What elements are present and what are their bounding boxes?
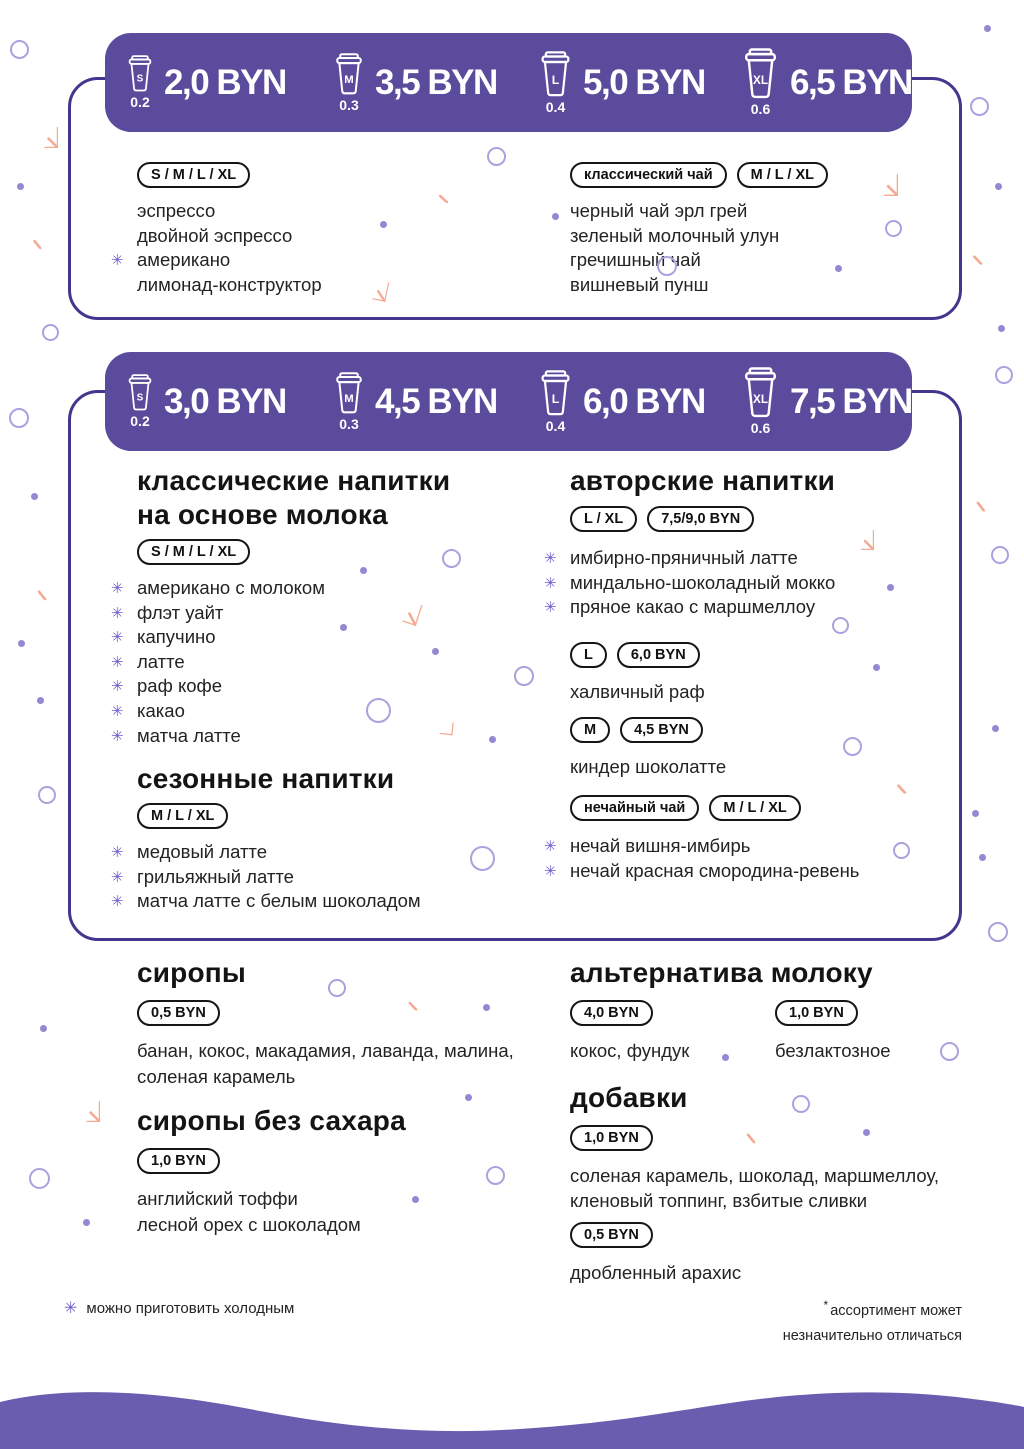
cup-icon xyxy=(125,55,155,92)
section-title: сиропы xyxy=(137,957,247,988)
cold-option-icon: ✳ xyxy=(544,599,557,617)
alt-milk-col xyxy=(570,1000,775,1064)
menu-item-label: латте xyxy=(137,650,185,672)
cross-icon xyxy=(396,986,420,1010)
menu-item xyxy=(111,248,322,273)
menu-item xyxy=(570,273,828,298)
price-label: 3,0 BYN xyxy=(164,381,286,421)
dot-decoration xyxy=(340,624,347,631)
cold-option-icon: ✳ xyxy=(111,580,124,597)
circle-decoration xyxy=(885,220,902,237)
cup-volume: 0.3 xyxy=(339,96,359,113)
syrups-section xyxy=(137,956,514,1238)
menu-item xyxy=(111,650,450,675)
size-price-xl xyxy=(740,352,912,451)
menu-item-label: имбирно-пряничный латте xyxy=(570,547,798,568)
cup-size-letter: S xyxy=(136,73,144,85)
classic-tea-section xyxy=(570,162,828,297)
price-badge: 6,0 BYN xyxy=(617,642,700,668)
circle-decoration xyxy=(366,698,391,723)
price-badge: 0,5 BYN xyxy=(137,1000,220,1026)
cup-size-letter: S xyxy=(136,392,144,404)
menu-item-label: медовый латте xyxy=(137,841,267,863)
menu-item xyxy=(111,699,450,724)
cold-option-icon: ✳ xyxy=(64,1300,78,1317)
circle-decoration xyxy=(514,666,534,686)
menu-item xyxy=(111,674,450,699)
cold-option-icon: ✳ xyxy=(544,837,557,855)
cold-option-icon: ✳ xyxy=(111,653,124,671)
cross-icon xyxy=(25,574,52,601)
sparkle-icon xyxy=(832,508,874,550)
menu-item-label: лимонад-конструктор xyxy=(137,273,322,295)
menu-item xyxy=(137,199,322,224)
addons-extra: дробленный арахис xyxy=(570,1262,742,1283)
cup-icon xyxy=(332,53,366,95)
menu-item xyxy=(137,273,322,298)
assortment-footnote: * ассортимент может незначительно отличаться xyxy=(782,1298,962,1344)
dot-decoration xyxy=(998,325,1005,332)
size-badge: M xyxy=(570,717,610,743)
menu-item-label: капучино xyxy=(137,626,216,648)
size-badge: L / XL xyxy=(570,506,637,532)
cross-icon xyxy=(21,224,46,249)
circle-decoration xyxy=(42,324,59,341)
dot-decoration xyxy=(887,584,894,591)
dot-decoration xyxy=(380,221,387,228)
menu-item-label: халвичный раф xyxy=(570,680,705,702)
cup-size-letter: L xyxy=(551,72,560,87)
price-badge: 0,5 BYN xyxy=(570,1222,653,1248)
syrup-flavors: банан, кокос, макадамия, лаванда, малина, соленая карамель xyxy=(137,1040,514,1087)
menu-item xyxy=(570,199,828,224)
dot-decoration xyxy=(432,648,439,655)
section-title: сиропы без сахара xyxy=(137,1105,406,1136)
menu-item-label: раф кофе xyxy=(137,675,223,697)
dot-decoration xyxy=(992,725,999,732)
dot-decoration xyxy=(979,854,986,861)
circle-decoration xyxy=(893,842,910,859)
dot-decoration xyxy=(972,810,979,817)
menu-item-label: американо xyxy=(137,249,231,271)
cold-option-icon: ✳ xyxy=(111,702,124,720)
circle-decoration xyxy=(991,546,1009,564)
cup-volume: 0.6 xyxy=(750,420,771,436)
cold-option-icon: ✳ xyxy=(111,868,124,886)
cup-icon xyxy=(125,374,155,411)
cup-size-letter: M xyxy=(344,73,354,86)
menu-item-label: гречишный чай xyxy=(570,249,701,271)
sparkle-icon xyxy=(56,1078,100,1122)
menu-item xyxy=(570,224,828,249)
espresso-section xyxy=(111,162,322,297)
category-badge: нечайный чай xyxy=(570,795,699,821)
cold-option-icon: ✳ xyxy=(111,893,124,911)
price-banner-2 xyxy=(105,352,912,451)
menu-item-label: американо с молоком xyxy=(137,577,325,598)
size-price-s xyxy=(125,33,286,132)
menu-item xyxy=(544,834,859,859)
size-badge: L xyxy=(570,642,607,668)
cup-size-letter: XL xyxy=(753,393,768,407)
menu-item xyxy=(111,840,450,865)
menu-item-label: флэт уайт xyxy=(137,601,224,623)
circle-decoration xyxy=(832,617,849,634)
section-title: сезонные напитки xyxy=(137,763,395,795)
circle-decoration xyxy=(843,737,862,756)
sugarfree-flavors: английский тоффи лесной орех с шоколадом xyxy=(137,1188,361,1235)
size-price-xl xyxy=(740,33,912,132)
cold-option-icon: ✳ xyxy=(111,678,124,696)
size-badge: M / L / XL xyxy=(137,803,228,829)
dot-decoration xyxy=(412,1196,419,1203)
cup-volume: 0.4 xyxy=(545,417,566,434)
cup-volume: 0.2 xyxy=(130,94,150,110)
cup-volume: 0.4 xyxy=(545,98,566,115)
sparkle-icon xyxy=(852,150,898,196)
cup-icon xyxy=(537,370,574,416)
menu-item xyxy=(111,625,450,650)
section-title: добавки xyxy=(570,1082,688,1113)
size-badge: S / M / L / XL xyxy=(137,539,250,565)
cold-option-icon: ✳ xyxy=(544,574,557,592)
menu-item-label: миндально-шоколадный мокко xyxy=(570,571,836,593)
circle-decoration xyxy=(486,1166,505,1185)
dot-decoration xyxy=(995,183,1002,190)
dot-decoration xyxy=(37,697,44,704)
menu-item xyxy=(544,859,860,884)
menu-item-label: вишневый пунш xyxy=(570,273,709,295)
dot-decoration xyxy=(17,183,24,190)
asterisk-icon: * xyxy=(823,1298,829,1312)
winter-landscape xyxy=(0,1259,1024,1449)
menu-item xyxy=(544,546,859,571)
dot-decoration xyxy=(489,736,496,743)
dot-decoration xyxy=(984,25,991,32)
cold-option-icon: ✳ xyxy=(111,252,124,270)
circle-decoration xyxy=(10,40,29,59)
cross-icon xyxy=(884,768,909,793)
cup-volume: 0.2 xyxy=(130,413,150,429)
dot-decoration xyxy=(18,640,25,647)
dot-decoration xyxy=(465,1094,472,1101)
size-badge: M / L / XL xyxy=(737,162,828,188)
price-label: 6,0 BYN xyxy=(583,381,705,421)
cold-option-icon: ✳ xyxy=(111,844,124,862)
price-badge: 1,0 BYN xyxy=(775,1000,858,1026)
menu-item-label: пряное какао с маршмеллоу xyxy=(570,596,816,618)
menu-item-label: зеленый молочный улун xyxy=(570,224,780,246)
dot-decoration xyxy=(552,213,559,220)
cup-icon xyxy=(537,51,574,97)
section-title: авторские напитки xyxy=(570,465,836,496)
price-badge: 4,5 BYN xyxy=(620,717,703,743)
size-price-l xyxy=(537,33,705,132)
circle-decoration xyxy=(442,549,461,568)
cup-icon xyxy=(332,372,366,414)
circle-decoration xyxy=(29,1168,50,1189)
price-badge: 7,5/9,0 BYN xyxy=(647,506,754,532)
cup-icon xyxy=(740,48,781,99)
sparkle-icon xyxy=(344,252,394,302)
dot-decoration xyxy=(863,1129,870,1136)
menu-item xyxy=(137,224,322,249)
section-title: альтернатива молоку xyxy=(570,957,873,988)
alt-milk-col xyxy=(775,1000,891,1064)
cup-volume: 0.6 xyxy=(750,101,771,117)
cold-option-icon: ✳ xyxy=(111,604,124,622)
dot-decoration xyxy=(722,1054,729,1061)
alt-milk-label: кокос, фундук xyxy=(570,1040,690,1061)
menu-item-label: грильяжный латте xyxy=(137,865,294,887)
cross-icon xyxy=(963,484,990,511)
price-label: 3,5 BYN xyxy=(375,62,497,102)
size-price-l xyxy=(537,352,705,451)
price-label: 7,5 BYN xyxy=(790,381,912,421)
addons-list: соленая карамель, шоколад, маршмеллоу, кленовый топпинг, взбитые сливки xyxy=(570,1165,939,1211)
price-label: 6,5 BYN xyxy=(790,62,912,102)
dot-decoration xyxy=(360,567,367,574)
dot-decoration xyxy=(83,1219,90,1226)
menu-item xyxy=(111,865,450,890)
price-label: 5,0 BYN xyxy=(583,62,705,102)
menu-item xyxy=(570,680,859,705)
cup-size-letter: L xyxy=(551,391,560,406)
size-badge: S / M / L / XL xyxy=(137,162,250,188)
menu-item-label: матча латте с белым шоколадом xyxy=(137,890,421,912)
cup-size-letter: M xyxy=(344,392,354,405)
cross-icon xyxy=(427,180,450,203)
dot-decoration xyxy=(835,265,842,272)
section-title: классические напитки на основе молока xyxy=(137,465,451,530)
menu-item-label: эспрессо xyxy=(137,200,216,221)
menu-item-label: нечай красная смородина-ревень xyxy=(570,859,860,881)
size-price-m xyxy=(332,33,497,132)
plus-icon xyxy=(425,705,456,736)
menu-item xyxy=(544,571,859,596)
menu-item xyxy=(111,724,450,749)
menu-item-label: двойной эспрессо xyxy=(137,224,293,246)
size-badge: M / L / XL xyxy=(709,795,800,821)
cold-option-icon: ✳ xyxy=(111,629,124,647)
signature-drinks-section xyxy=(544,464,860,883)
price-badge: 4,0 BYN xyxy=(570,1000,653,1026)
cup-volume: 0.3 xyxy=(339,415,359,432)
dot-decoration xyxy=(483,1004,490,1011)
cup-size-letter: XL xyxy=(753,74,768,88)
menu-item xyxy=(111,889,450,914)
circle-decoration xyxy=(995,366,1013,384)
menu-item-label: какао xyxy=(137,699,185,721)
dot-decoration xyxy=(873,664,880,671)
circle-decoration xyxy=(9,408,29,428)
circle-decoration xyxy=(988,922,1008,942)
cold-option-icon: ✳ xyxy=(111,727,124,745)
price-badge: 1,0 BYN xyxy=(570,1125,653,1151)
menu-item-label: киндер шоколатте xyxy=(570,756,727,778)
size-price-s xyxy=(125,352,286,451)
menu-item-label: матча латте xyxy=(137,724,241,746)
price-label: 2,0 BYN xyxy=(164,62,286,102)
menu-item xyxy=(570,755,859,780)
cold-footnote xyxy=(64,1300,294,1318)
cup-icon xyxy=(740,367,781,418)
category-badge: классический чай xyxy=(570,162,727,188)
dot-decoration xyxy=(40,1025,47,1032)
cold-option-icon: ✳ xyxy=(544,550,557,567)
circle-decoration xyxy=(940,1042,959,1061)
circle-decoration xyxy=(970,97,989,116)
size-price-m xyxy=(332,352,497,451)
circle-decoration xyxy=(657,256,677,276)
menu-item-label: черный чай эрл грей xyxy=(570,200,748,221)
dot-decoration xyxy=(31,493,38,500)
cold-footnote-text: можно приготовить холодным xyxy=(86,1300,295,1317)
circle-decoration xyxy=(38,786,56,804)
sparkle-icon xyxy=(14,104,58,148)
menu-item xyxy=(570,248,828,273)
price-banner-1 xyxy=(105,33,912,132)
alt-milk-label: безлактозное xyxy=(775,1040,891,1061)
snow-hill xyxy=(0,1392,1024,1449)
menu-item-label: нечай вишня-имбирь xyxy=(570,834,751,856)
cold-option-icon: ✳ xyxy=(544,862,557,880)
price-badge: 1,0 BYN xyxy=(137,1148,220,1174)
menu-item xyxy=(544,595,859,620)
circle-decoration xyxy=(487,147,506,166)
circle-decoration xyxy=(470,846,495,871)
circle-decoration xyxy=(792,1095,810,1113)
price-label: 4,5 BYN xyxy=(375,381,497,421)
circle-decoration xyxy=(328,979,346,997)
cross-icon xyxy=(960,239,985,264)
classic-milk-section xyxy=(111,464,451,914)
